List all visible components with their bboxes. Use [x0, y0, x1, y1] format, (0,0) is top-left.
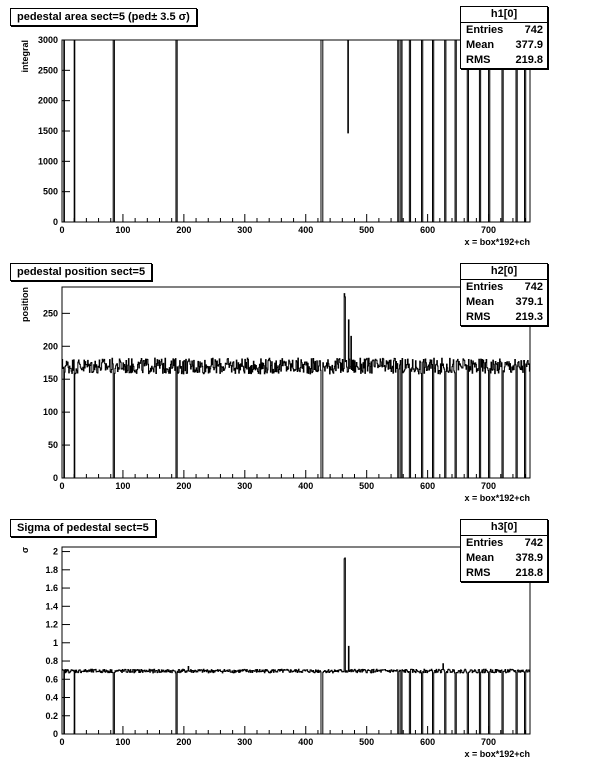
x-tick-label: 300 — [237, 737, 253, 747]
pad-h1 — [0, 0, 596, 255]
y-tick-label: 0.8 — [45, 656, 58, 667]
stats-name: h2[0] — [461, 264, 547, 280]
chart-title: Sigma of pedestal sect=5 — [10, 519, 156, 537]
y-tick-label: 3000 — [37, 35, 58, 45]
stats-entries: Entries 742 — [466, 537, 543, 549]
y-tick-label: 0.2 — [45, 710, 58, 721]
x-tick-label: 100 — [115, 737, 131, 747]
x-tick-label: 600 — [420, 737, 436, 747]
y-tick-label: 0 — [52, 217, 58, 227]
stats-mean: Mean 377.9 — [466, 39, 543, 51]
histogram-series — [62, 558, 530, 734]
y-tick-label: 1.4 — [45, 601, 58, 612]
y-tick-label: 200 — [42, 341, 58, 352]
x-tick-label: 200 — [176, 225, 192, 235]
x-axis-label: x = box*192+ch — [464, 493, 530, 503]
x-tick-label: 500 — [359, 481, 375, 491]
x-tick-label: 400 — [298, 737, 314, 747]
stats-name: h1[0] — [461, 7, 547, 23]
y-tick-label: 0.4 — [45, 692, 58, 703]
y-tick-label: 50 — [47, 440, 58, 451]
y-axis-label: σ — [20, 547, 30, 554]
y-tick-label: 500 — [42, 186, 58, 197]
stats-entries: Entries 742 — [466, 24, 543, 36]
stats-mean: Mean 379.1 — [466, 296, 543, 308]
y-tick-label: 1500 — [37, 126, 58, 136]
y-tick-label: 1.8 — [45, 564, 58, 575]
chart-title: pedestal area sect=5 (ped± 3.5 σ) — [10, 8, 197, 26]
stats-box — [460, 6, 548, 69]
x-tick-label: 0 — [59, 225, 65, 235]
x-tick-label: 500 — [359, 225, 375, 235]
x-tick-label: 600 — [420, 225, 436, 235]
stats-box — [460, 519, 548, 582]
y-axis-label: position — [20, 287, 30, 322]
pad-h3 — [0, 510, 596, 768]
x-tick-label: 100 — [115, 225, 131, 235]
x-tick-label: 700 — [481, 737, 497, 747]
x-tick-label: 200 — [176, 481, 192, 491]
y-tick-label: 100 — [42, 407, 58, 418]
x-tick-label: 700 — [481, 225, 497, 235]
stats-entries: Entries 742 — [466, 281, 543, 293]
x-tick-label: 300 — [237, 481, 253, 491]
pad-h2 — [0, 255, 596, 510]
chart-title: pedestal position sect=5 — [10, 263, 152, 281]
x-tick-label: 400 — [298, 225, 314, 235]
y-axis-label: integral — [20, 40, 30, 73]
x-tick-label: 600 — [420, 481, 436, 491]
y-tick-label: 1.2 — [45, 619, 58, 630]
y-tick-label: 0.6 — [45, 674, 58, 685]
y-tick-label: 1 — [52, 637, 58, 648]
x-tick-label: 400 — [298, 481, 314, 491]
x-axis-label: x = box*192+ch — [464, 749, 530, 759]
stats-box — [460, 263, 548, 326]
y-tick-label: 150 — [42, 374, 58, 385]
y-tick-label: 0 — [52, 473, 58, 483]
x-tick-label: 200 — [176, 737, 192, 747]
y-tick-label: 1000 — [37, 156, 58, 167]
y-tick-label: 0 — [52, 729, 58, 739]
y-tick-label: 2 — [52, 546, 58, 557]
y-tick-label: 1.6 — [45, 583, 58, 594]
stats-rms: RMS 219.3 — [466, 311, 543, 323]
y-tick-label: 2000 — [37, 95, 58, 106]
x-tick-label: 100 — [115, 481, 131, 491]
x-tick-label: 700 — [481, 481, 497, 491]
y-tick-label: 2500 — [37, 65, 58, 76]
x-tick-label: 500 — [359, 737, 375, 747]
y-tick-label: 250 — [42, 308, 58, 319]
x-tick-label: 0 — [59, 481, 65, 491]
stats-rms: RMS 218.8 — [466, 567, 543, 579]
x-axis-label: x = box*192+ch — [464, 237, 530, 247]
x-tick-label: 300 — [237, 225, 253, 235]
stats-rms: RMS 219.8 — [466, 54, 543, 66]
stats-mean: Mean 378.9 — [466, 552, 543, 564]
stats-name: h3[0] — [461, 520, 547, 536]
x-tick-label: 0 — [59, 737, 65, 747]
